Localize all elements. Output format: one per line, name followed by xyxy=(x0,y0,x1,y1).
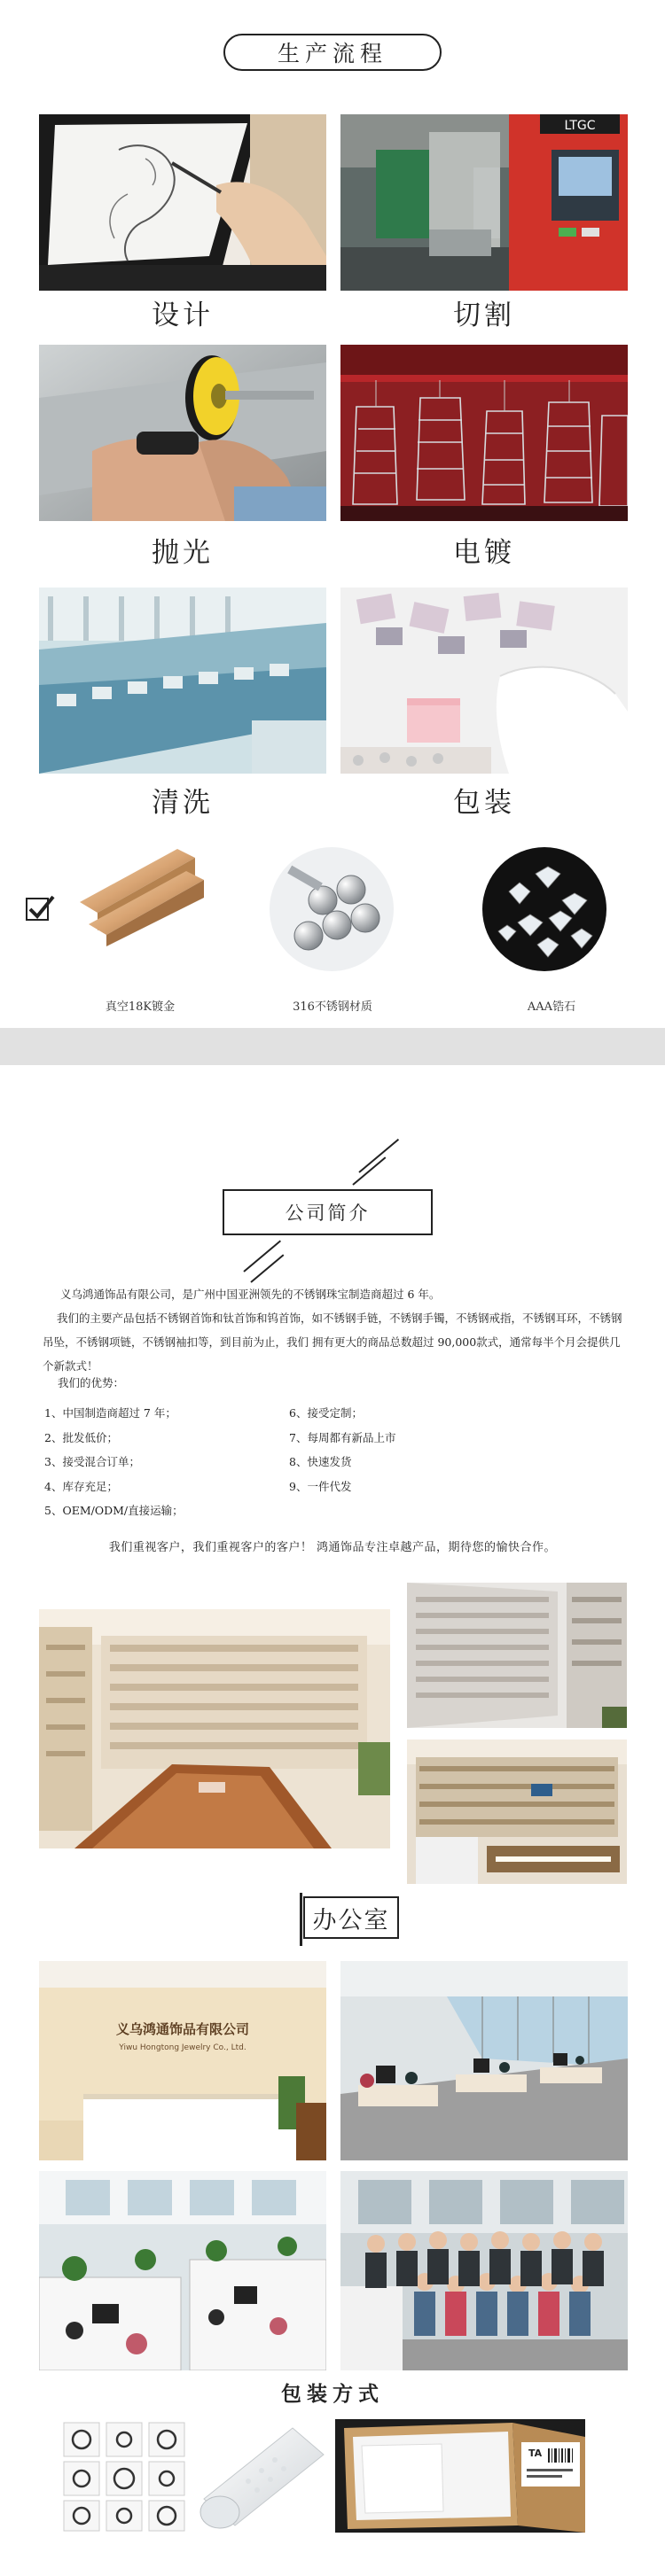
advantage-item: 7、每周都有新品上市 xyxy=(289,1430,396,1444)
cutting-photo xyxy=(340,114,628,291)
advantages-heading: 我们的优势： xyxy=(58,1376,125,1389)
slogan-text: 我们重视客户，我们重视客户的客户！ 鸿通饰品专注卓越产品，期待您的愉快合作。 xyxy=(108,1541,557,1554)
plating-photo xyxy=(340,345,628,521)
material-label-steel: 316不锈钢材质 xyxy=(293,1000,372,1014)
showroom-photo-large xyxy=(39,1609,390,1848)
polishing-photo xyxy=(39,345,326,521)
step-label-polishing: 抛光 xyxy=(152,537,214,569)
check-icon xyxy=(25,893,55,923)
step-label-packing: 包装 xyxy=(453,787,515,819)
intro-paragraph-2: 我们的主要产品包括不锈钢首饰和钛首饰和钨首饰，如不锈钢手链，不锈钢手镯，不锈钢戒指，不锈钢耳环，不锈钢吊坠，不锈钢项链，不锈钢袖扣等，到目前为止，我们 拥有更大的商品总数超过 90,000款式，通常每半个月会提供几个新款式！ xyxy=(43,1311,622,1373)
advantage-item: 2、批发低价； xyxy=(44,1430,118,1444)
gold-bars-image xyxy=(71,849,213,946)
advantage-item: 3、接受混合订单； xyxy=(44,1455,140,1468)
zircon-stones-image xyxy=(482,847,606,971)
office-sign-en: Yiwu Hongtong Jewelry Co., Ltd. xyxy=(119,2043,246,2052)
design-photo xyxy=(39,114,326,291)
intro-paragraph-1: 义乌鸿通饰品有限公司，是广州中国亚洲领先的不锈钢珠宝制造商超过 6 年。 xyxy=(60,1288,441,1301)
office-title xyxy=(303,1896,399,1939)
office-reception-photo xyxy=(39,1961,326,2160)
advantages-left xyxy=(44,1401,184,1523)
packaging-shipping-box-photo xyxy=(335,2419,585,2533)
step-label-cutting: 切割 xyxy=(453,300,515,331)
material-label-zircon: AAA锆石 xyxy=(527,1000,576,1014)
advantage-item: 4、库存充足； xyxy=(44,1479,118,1493)
decor-slash-top xyxy=(358,1139,399,1173)
step-label-plating: 电镀 xyxy=(453,537,515,569)
shipping-label-tag: TA xyxy=(528,2448,543,2459)
advantage-item: 5、OEM/ODM/直接运输； xyxy=(44,1504,184,1517)
advantage-item: 6、接受定制； xyxy=(289,1406,363,1420)
packaging-title: 包装方式 xyxy=(281,2383,384,2406)
office-staff-photo xyxy=(39,2171,326,2370)
packaging-bubble-wrap-photo xyxy=(195,2419,328,2533)
decor-slash-bottom xyxy=(243,1241,281,1272)
office-workstations-photo xyxy=(340,1961,628,2160)
material-label-gold: 真空18K镀金 xyxy=(105,1000,176,1014)
advantages-right xyxy=(289,1401,395,1498)
packaging-jewelry-cards-photo xyxy=(62,2419,190,2533)
packing-photo xyxy=(340,588,628,774)
intro-title: 公司简介 xyxy=(223,1189,433,1235)
showroom-photo-top-right xyxy=(407,1583,627,1728)
step-label-design: 设计 xyxy=(152,300,214,331)
team-group-photo xyxy=(340,2171,628,2370)
steel-rods-image xyxy=(270,847,394,971)
advantage-item: 8、快速发货 xyxy=(289,1455,352,1468)
step-label-cleaning: 清洗 xyxy=(152,787,214,819)
advantage-item: 9、一件代发 xyxy=(289,1479,352,1493)
process-title: 生产流程 xyxy=(223,34,442,71)
showroom-photo-bottom-right xyxy=(407,1739,627,1884)
advantage-item: 1、中国制造商超过 7 年； xyxy=(44,1406,176,1420)
cleaning-photo xyxy=(39,588,326,774)
office-title-text: 办公室 xyxy=(312,1906,390,1934)
lathe-brand: LTGC xyxy=(564,119,596,133)
section-divider-band xyxy=(0,1028,665,1065)
title-bracket-decor xyxy=(300,1893,319,1946)
office-sign-cn: 义乌鸿通饰品有限公司 xyxy=(115,2021,250,2037)
decor-slash-bottom-2 xyxy=(250,1254,284,1282)
